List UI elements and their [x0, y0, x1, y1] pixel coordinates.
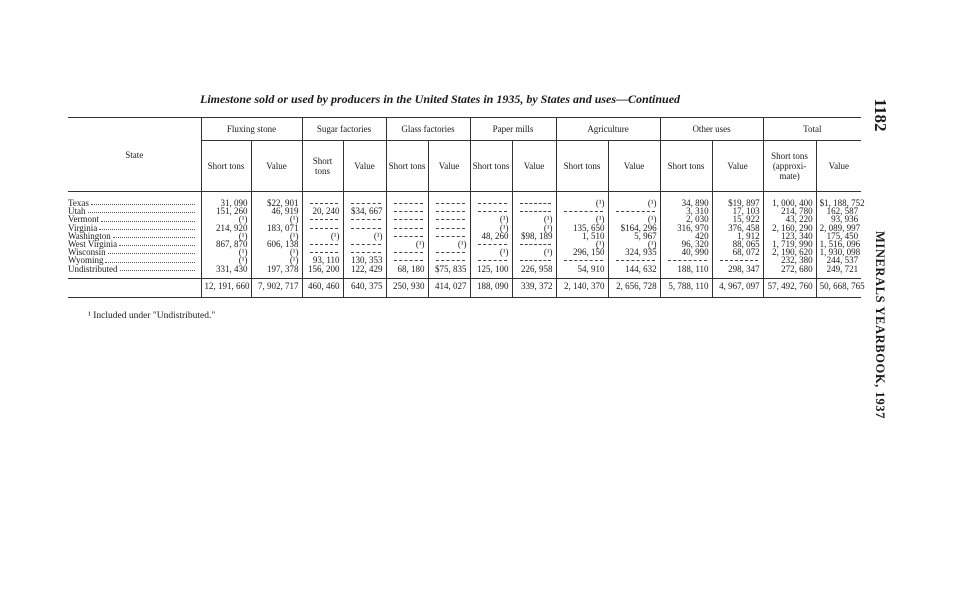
table-cell: (¹): [238, 255, 248, 266]
table-cell: 123, 340: [781, 230, 813, 241]
table-cell: 244, 537: [826, 255, 859, 266]
table-cell: (¹): [595, 238, 605, 249]
totals-row: [68, 278, 861, 297]
table-cell: 144, 632: [625, 263, 657, 274]
total-value-column: [816, 192, 865, 279]
table-cell: 151, 260: [216, 206, 248, 217]
table-cell: 54, 910: [577, 263, 605, 274]
table-cell: (¹): [289, 247, 299, 258]
empty-dash: [390, 215, 425, 223]
table-cell: 296, 150: [573, 247, 605, 258]
dash-rule: [436, 207, 465, 212]
table-cell: 2, 190, 620: [772, 247, 813, 258]
group-glass-factories: Glass factories: [386, 118, 470, 141]
table-cell: 1, 000, 400: [772, 198, 813, 208]
state-header: State: [68, 118, 201, 192]
dash-rule: [351, 199, 381, 204]
col-short-tons: Short tons: [302, 141, 343, 192]
dash-rule: [394, 224, 423, 229]
total-cell: 250, 930: [386, 278, 428, 297]
table-cell: (¹): [415, 238, 425, 249]
empty-dash: [432, 199, 467, 207]
table-cell: 272, 680: [781, 263, 813, 274]
totals-label: [68, 278, 201, 297]
dot-leader: [101, 215, 195, 221]
group-sugar-factories: Sugar factories: [302, 118, 386, 141]
sugar-tons-column: [302, 192, 343, 279]
footnote: ¹ Included under "Undistributed.": [88, 311, 216, 321]
state-name: [68, 265, 198, 273]
table-cell: (¹): [543, 222, 553, 233]
table-cell: 867, 870: [216, 238, 248, 249]
table-cell: 88, 065: [732, 238, 760, 249]
table-cell: 68, 072: [732, 247, 760, 258]
col-short-tons: Short tons: [660, 141, 712, 192]
table-cell: 1, 719, 990: [772, 238, 813, 249]
table-cell: 175, 450: [826, 230, 859, 241]
dash-rule: [720, 256, 758, 261]
table-cell: $34, 667: [351, 206, 383, 217]
table-cell: $75, 835: [435, 263, 467, 274]
group-total: Total: [763, 118, 861, 141]
table-cell: 316, 970: [677, 222, 709, 233]
table-cell: (¹): [647, 198, 657, 208]
table-cell: 3, 310: [686, 206, 709, 217]
state-label: Undistributed: [68, 263, 118, 274]
table-cell: 130, 353: [351, 255, 383, 266]
sugar-value-column: [343, 192, 386, 279]
other-uses-tons-column: [660, 192, 712, 279]
dash-rule: [478, 207, 507, 212]
state-label: Wyoming: [68, 255, 104, 266]
dash-rule: [310, 215, 338, 220]
total-cell: 640, 375: [343, 278, 386, 297]
table-cell: $98, 189: [521, 230, 553, 241]
table-cell: (¹): [289, 230, 299, 241]
dot-leader: [113, 232, 195, 238]
table-cell: (¹): [289, 214, 299, 225]
dash-rule: [436, 224, 465, 229]
dash-rule: [478, 256, 507, 261]
table-cell: 48, 260: [481, 230, 509, 241]
running-head: MINERALS YEARBOOK, 1937: [873, 231, 888, 420]
group-paper-mills: Paper mills: [470, 118, 556, 141]
table-cell: (¹): [543, 214, 553, 225]
table-cell: 93, 110: [312, 255, 340, 266]
dash-rule: [351, 248, 381, 253]
table-cell: 5, 967: [634, 230, 657, 241]
dash-rule: [520, 207, 551, 212]
table-cell: 2, 030: [686, 214, 709, 225]
empty-dash: [390, 207, 425, 215]
state-name: [68, 199, 198, 207]
total-cell: 12, 191, 660: [201, 278, 251, 297]
table-cell: 1, 510: [582, 230, 605, 241]
fluxing-value-column: [251, 192, 302, 279]
col-value: Value: [512, 141, 556, 192]
empty-dash: [474, 199, 509, 207]
dot-leader: [108, 248, 195, 254]
dash-rule: [351, 215, 381, 220]
state-label: Wisconsin: [68, 247, 106, 258]
table-cell: (¹): [457, 238, 467, 249]
table-cell: 1, 912: [737, 230, 760, 241]
dash-rule: [310, 224, 338, 229]
col-short-tons: Short tons: [201, 141, 251, 192]
table-cell: 40, 990: [681, 247, 709, 258]
table-cell: (¹): [543, 247, 553, 258]
col-short-tons: Short tons: [386, 141, 428, 192]
table-cell: 249, 721: [826, 263, 859, 274]
table-cell: 197, 378: [267, 263, 299, 274]
dot-leader: [120, 265, 195, 271]
paper-value-column: [512, 192, 556, 279]
glass-tons-column: [386, 192, 428, 279]
total-cell: 5, 788, 110: [660, 278, 712, 297]
limestone-table: [68, 117, 865, 298]
table-cell: 1, 516, 096: [819, 238, 861, 249]
empty-dash: [306, 240, 340, 248]
state-column: [68, 192, 201, 279]
dash-rule: [520, 199, 551, 204]
empty-dash: [390, 199, 425, 207]
empty-dash: [306, 215, 340, 223]
paper-tons-column: [470, 192, 512, 279]
empty-dash: [347, 240, 383, 248]
dot-leader: [99, 224, 194, 230]
table-cell: 324, 935: [625, 247, 657, 258]
table-cell: (¹): [238, 214, 248, 225]
table-cell: 31, 090: [220, 198, 248, 208]
glass-value-column: [428, 192, 470, 279]
table-cell: (¹): [373, 230, 383, 241]
empty-dash: [432, 248, 467, 256]
empty-dash: [390, 224, 425, 232]
table-cell: 606, 138: [267, 238, 299, 249]
state-label: Virginia: [68, 222, 98, 233]
table-cell: (¹): [330, 230, 340, 241]
state-label: Vermont: [68, 214, 99, 225]
dash-rule: [394, 256, 423, 261]
table-cell: $22, 901: [267, 198, 299, 208]
agriculture-value-column: [608, 192, 660, 279]
table-cell: (¹): [499, 222, 509, 233]
table-cell: 298, 347: [728, 263, 760, 274]
table-cell: 96, 320: [681, 238, 709, 249]
dash-rule: [436, 256, 465, 261]
total-cell: 188, 090: [470, 278, 512, 297]
empty-dash: [347, 215, 383, 223]
col-value: Value: [343, 141, 386, 192]
table-cell: (¹): [595, 214, 605, 225]
table-cell: 43, 220: [785, 214, 813, 225]
table-cell: (¹): [289, 255, 299, 266]
total-cell: 2, 140, 370: [556, 278, 608, 297]
table-cell: 232, 380: [781, 255, 813, 266]
group-fluxing-stone: Fluxing stone: [201, 118, 302, 141]
table-cell: 34, 890: [681, 198, 709, 208]
dot-leader: [119, 240, 194, 246]
empty-dash: [432, 207, 467, 215]
table-cell: 17, 103: [732, 206, 760, 217]
table-cell: 226, 958: [521, 263, 553, 274]
col-value: Value: [428, 141, 470, 192]
dash-rule: [668, 256, 707, 261]
table-cell: 135, 650: [573, 222, 605, 233]
dot-leader: [91, 199, 195, 205]
table-cell: 125, 100: [477, 263, 509, 274]
dash-rule: [394, 232, 423, 237]
dot-leader: [105, 256, 194, 262]
col-short-tons-approx: Short tons (approxi-mate): [763, 141, 816, 192]
col-short-tons: Short tons: [556, 141, 608, 192]
dash-rule: [564, 256, 603, 261]
col-value: Value: [251, 141, 302, 192]
dash-rule: [616, 256, 655, 261]
empty-dash: [390, 248, 425, 256]
dash-rule: [436, 199, 465, 204]
total-cell: 339, 372: [512, 278, 556, 297]
empty-dash: [432, 215, 467, 223]
table-cell: 376, 458: [728, 222, 760, 233]
group-agriculture: Agriculture: [556, 118, 660, 141]
table-cell: (¹): [238, 247, 248, 258]
dash-rule: [351, 224, 381, 229]
table-cell: 188, 110: [677, 263, 709, 274]
group-other-uses: Other uses: [660, 118, 763, 141]
table-cell: 420: [695, 230, 709, 241]
table-cell: 46, 919: [271, 206, 299, 217]
table-cell: (¹): [238, 230, 248, 241]
table-cell: $164, 296: [620, 222, 657, 233]
dot-leader: [88, 207, 195, 213]
total-cell: 50, 668, 765: [816, 278, 861, 297]
total-cell: 460, 460: [302, 278, 343, 297]
state-label: Utah: [68, 206, 86, 217]
total-cell: 4, 967, 097: [712, 278, 763, 297]
col-value: Value: [712, 141, 763, 192]
table-cell: $19, 897: [728, 198, 760, 208]
table-cell: 162, 587: [826, 206, 859, 217]
state-label: Washington: [68, 230, 111, 241]
col-short-tons: Short tons: [470, 141, 512, 192]
dash-rule: [310, 199, 338, 204]
table-cell: $1, 188, 752: [819, 198, 865, 208]
dash-rule: [436, 215, 465, 220]
table-cell: 68, 180: [397, 263, 425, 274]
state-label: Texas: [68, 198, 89, 208]
table-cell: 2, 089, 997: [819, 222, 861, 233]
page-number: 1182: [871, 98, 890, 132]
total-cell: 2, 656, 728: [608, 278, 660, 297]
table-cell: (¹): [595, 198, 605, 208]
table-caption: Limestone sold or used by producers in the United States in 1935, by States and uses—Continued: [200, 92, 681, 106]
dash-rule: [394, 215, 423, 220]
agriculture-tons-column: [556, 192, 608, 279]
dash-rule: [394, 207, 423, 212]
table-cell: 122, 429: [351, 263, 383, 274]
table-cell: (¹): [647, 238, 657, 249]
total-cell: 7, 902, 717: [251, 278, 302, 297]
other-uses-value-column: [712, 192, 763, 279]
col-value: Value: [608, 141, 660, 192]
empty-dash: [516, 199, 553, 207]
table-cell: (¹): [499, 214, 509, 225]
fluxing-tons-column: [201, 192, 251, 279]
table-cell: (¹): [499, 247, 509, 258]
table-cell: 156, 200: [308, 263, 340, 274]
table-cell: 20, 240: [312, 206, 340, 217]
dash-rule: [310, 248, 338, 253]
col-value: Value: [816, 141, 861, 192]
table-cell: 15, 922: [732, 214, 760, 225]
empty-dash: [432, 224, 467, 232]
table-cell: (¹): [647, 214, 657, 225]
total-cell: 414, 027: [428, 278, 470, 297]
total-cell: 57, 492, 760: [763, 278, 816, 297]
state-label: West Virginia: [68, 238, 118, 249]
dash-rule: [478, 199, 507, 204]
table-cell: 183, 071: [267, 222, 299, 233]
table-cell: 214, 780: [781, 206, 813, 217]
table-cell: 214, 920: [216, 222, 248, 233]
table-cell: 331, 430: [216, 263, 248, 274]
dash-rule: [394, 199, 423, 204]
table-cell: 2, 160, 290: [772, 222, 813, 233]
total-tons-column: [763, 192, 816, 279]
dash-rule: [436, 232, 465, 237]
table-cell: 1, 930, 098: [819, 247, 861, 258]
table-cell: 93, 936: [831, 214, 859, 225]
dash-rule: [520, 256, 551, 261]
